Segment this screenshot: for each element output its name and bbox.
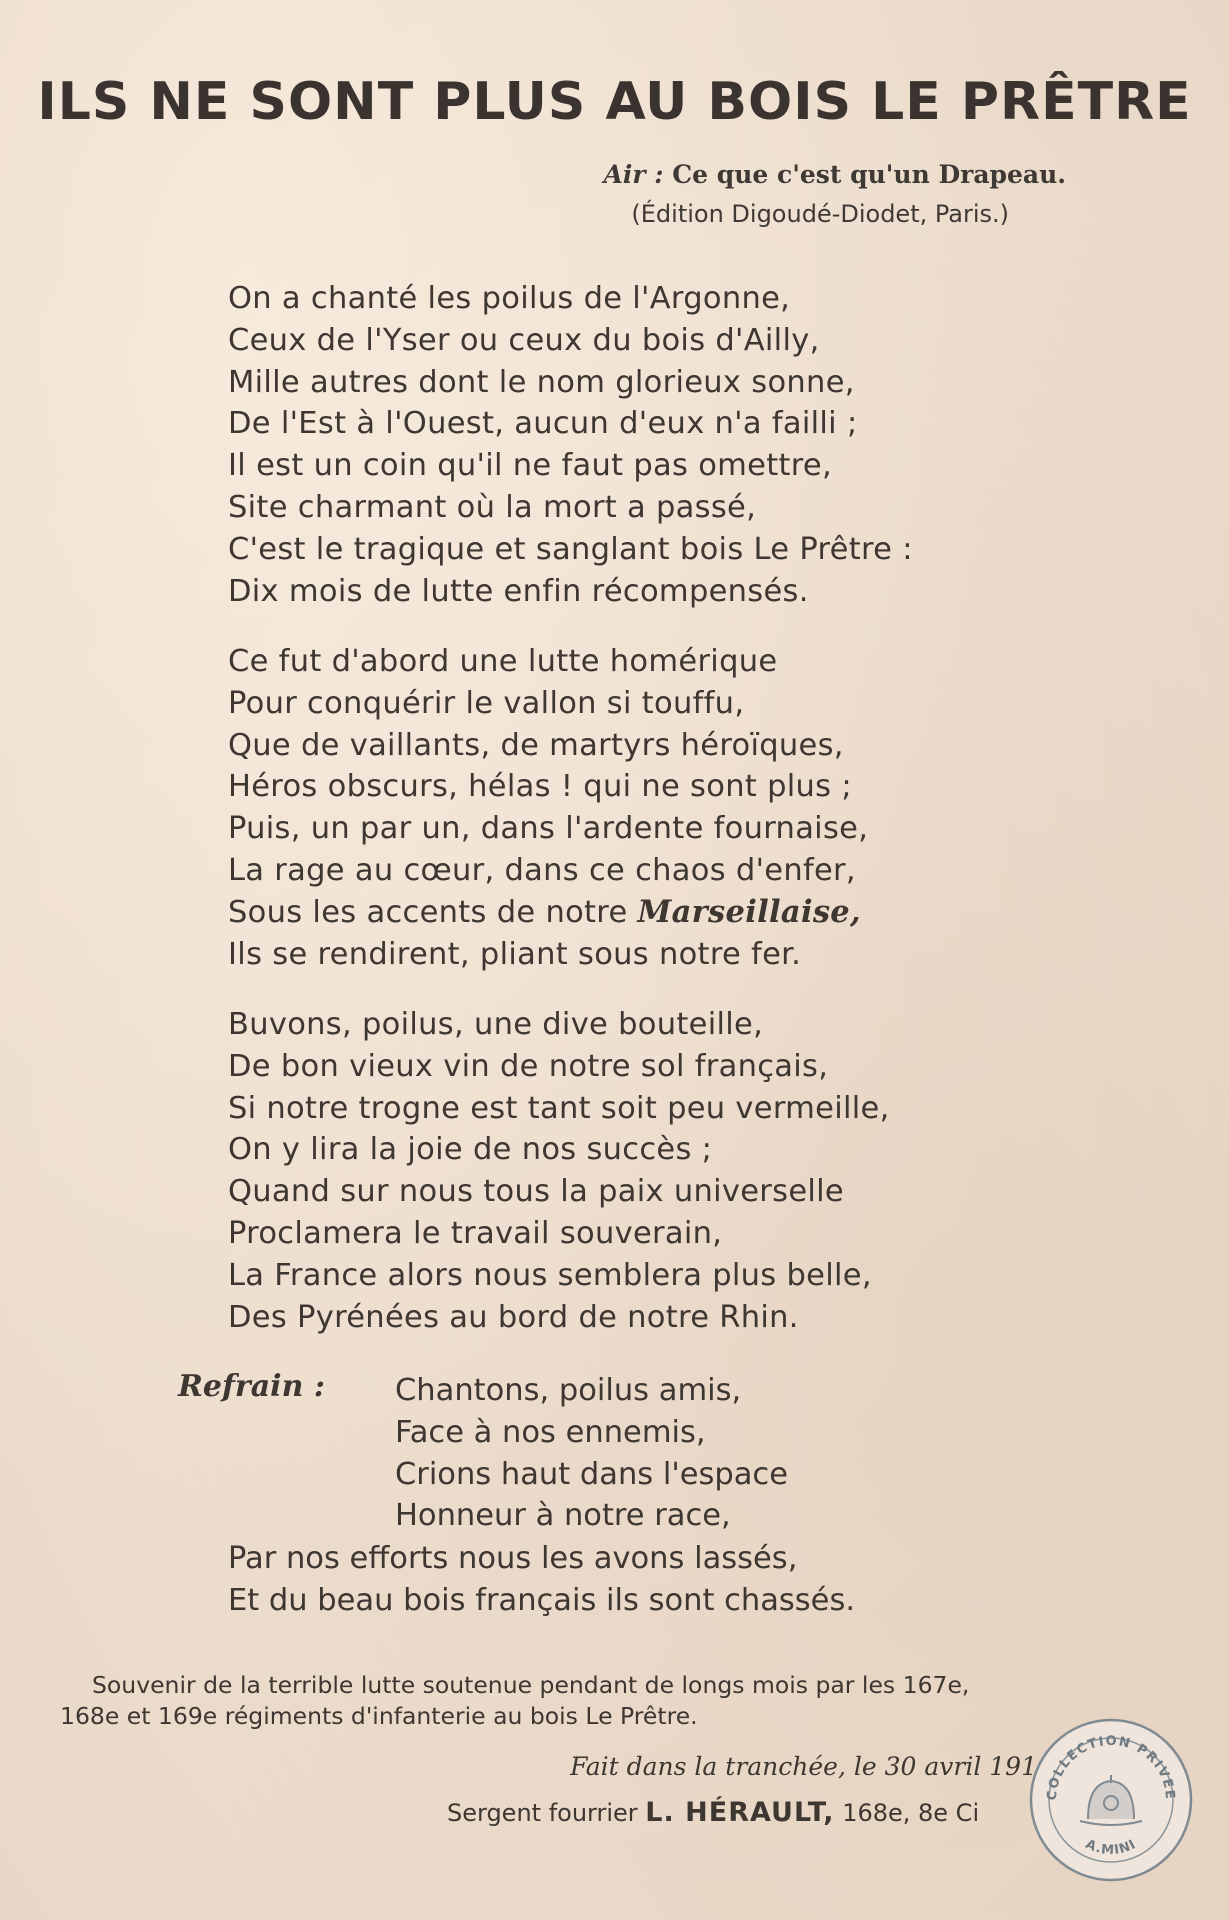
stamp-bottom-text: A.MINI [1083,1836,1139,1859]
refrain-line: Face à nos ennemis, [395,1414,706,1450]
air-line [604,160,1066,189]
stanza-2 [228,641,868,975]
verse-line-with-emphasis [228,892,868,934]
refrain-indented [395,1370,788,1537]
verse-line: Site charmant où la mort a passé, [228,489,757,525]
verse-line: La rage au cœur, dans ce chaos d'enfer, [228,852,856,888]
refrain-line: Et du beau bois français ils sont chassés. [228,1582,856,1618]
verse-line: Pour conquérir le vallon si touffu, [228,685,745,721]
verse-line: Puis, un par un, dans l'ardente fournaise, [228,811,869,847]
refrain-line: Par nos efforts nous les avons lassés, [228,1541,798,1576]
refrain-line: Honneur à notre race, [395,1498,731,1534]
stanza-3 [228,1004,890,1338]
refrain-label: Refrain : [178,1369,325,1404]
verse-line: Il est un coin qu'il ne faut pas omettre, [228,448,832,484]
signature-name: L. HÉRAULT, [645,1797,835,1828]
verse-line: Que de vaillants, de martyrs héroïques, [228,727,844,763]
verse-line: Mille autres dont le nom glorieux sonne, [228,364,855,400]
refrain-line: Chantons, poilus amis, [395,1373,742,1408]
stanza-1 [228,278,913,612]
verse-line: Quand sur nous tous la paix universelle [228,1174,844,1210]
verse-line: Buvons, poilus, une dive bouteille, [228,1007,764,1042]
verse-line: Des Pyrénées au bord de notre Rhin. [228,1299,799,1335]
souvenir-line-2: 168e et 169e régiments d'infanterie au bois Le Prêtre. [60,1702,698,1730]
marseillaise-emphasis: Marseillaise, [637,893,861,930]
verse-line: Ils se rendirent, pliant sous notre fer. [228,936,802,972]
verse-line: Héros obscurs, hélas ! qui ne sont plus ; [228,769,852,805]
signature-unit: 168e, 8e Ci [842,1799,980,1827]
signature-line [447,1797,979,1828]
refrain-line: Crions haut dans l'espace [395,1456,788,1492]
verse-line: Ceux de l'Yser ou ceux du bois d'Ailly, [228,322,820,358]
verse-line: De l'Est à l'Ouest, aucun d'eux n'a failli ; [228,406,858,442]
verse-line: La France alors nous semblera plus belle, [228,1257,872,1293]
air-text: Ce que c'est qu'un Drapeau. [672,160,1066,189]
verse-line: De bon vieux vin de notre sol français, [228,1048,829,1084]
verse-line-text: Sous les accents de notre [228,894,628,930]
dateline: Fait dans la tranchée, le 30 avril 191 [570,1752,1037,1781]
verse-line: Si notre trogne est tant soit peu vermeille, [228,1090,890,1126]
stamp-top-text: COLLECTION PRIVEE [1044,1733,1178,1801]
verse-line: C'est le tragique et sanglant bois Le Prêtre : [228,531,913,567]
signature-rank: Sergent fourrier [447,1799,638,1827]
edition-note: (Édition Digoudé-Diodet, Paris.) [631,200,1009,228]
collection-stamp [1028,1717,1194,1883]
refrain-tail [228,1538,855,1622]
air-label: Air : [603,160,664,189]
verse-line: On y lira la joie de nos succès ; [228,1132,713,1168]
verse-line: On a chanté les poilus de l'Argonne, [228,281,791,316]
song-title: ILS NE SONT PLUS AU BOIS LE PRÊTRE [37,72,1192,132]
verse-line: Proclamera le travail souverain, [228,1215,723,1251]
souvenir-note [60,1670,1140,1732]
verse-line: Ce fut d'abord une lutte homérique [228,644,778,679]
souvenir-line-1: Souvenir de la terrible lutte soutenue pendant de longs mois par les 167e, [92,1671,970,1699]
verse-line: Dix mois de lutte enfin récompensés. [228,573,809,609]
